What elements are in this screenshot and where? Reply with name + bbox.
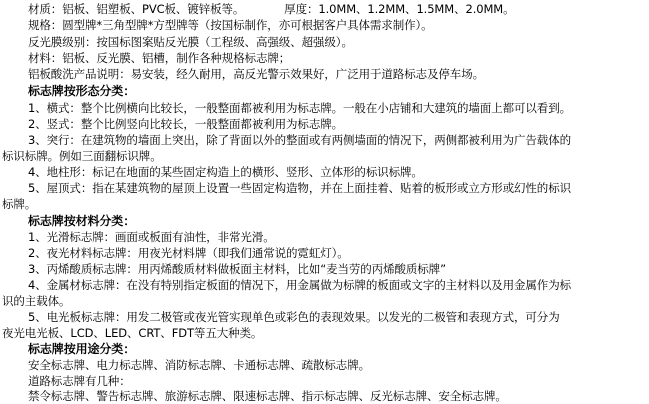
text-line-road-sign-types: 禁令标志牌、警告标志牌、旅游标志牌、限速标志牌、指示标志牌、反光标志牌、安全标志牌。	[28, 389, 507, 403]
text-line-product-note: 铝板酸洗产品说明：易安装，经久耐用，高反光警示效果好，广泛用于道路标志及停车场。	[28, 67, 484, 81]
list-item-material-4-cont: 识的主载体。	[2, 294, 71, 308]
list-item-form-3-cont: 标识标牌。例如三面翻标识牌。	[2, 149, 162, 163]
list-item-material-3: 3、丙烯酸质标志牌：用丙烯酸质材料做板面主材料，比如“麦当劳的丙烯酸质标牌”	[28, 262, 446, 276]
list-item-form-1: 1、横式：整个比例横向比较长，一般整面都被利用为标志牌。一般在小店铺和大建筑的墙面上都可以看到。	[28, 101, 572, 115]
list-item-material-5: 5、电光板标志牌：用发二极管或夜光管实现单色或彩色的表现效果。以发光的二极管和表现方式，可分为	[28, 310, 560, 324]
section-heading-by-material: 标志牌按材料分类：	[28, 214, 136, 228]
list-item-form-5-cont: 标牌。	[2, 197, 37, 211]
list-item-form-3: 3、突行：在建筑物的墙面上突出，除了背面以外的整面或有两侧墙面的情况下，两侧都被利用为广告载体的	[28, 133, 572, 147]
list-item-material-4: 4、金属材标志牌：在没有特别指定板面的情况下，用金属做为标牌的板面或文字的主材料以及用金属作为标	[28, 278, 572, 292]
text-line-material: 材质：铝板、铝塑板、PVC板、镀锌板等。 厚度：1.0MM、1.2MM、1.5MM、2.0MM。	[28, 2, 515, 16]
list-item-material-5-cont: 夜光电光板、LCD、LED、CRT、FDT等五大种类。	[2, 326, 263, 340]
list-item-material-2: 2、夜光材料标志牌：用夜光材料牌（即我们通常说的霓虹灯）。	[28, 246, 349, 260]
list-item-form-5: 5、屋顶式：指在某建筑物的屋顶上设置一些固定构造物，并在上面挂着、贴着的板形或立方形或幻性的标识	[28, 181, 572, 195]
text-line-use-types: 安全标志牌、电力标志牌、消防标志牌、卡通标志牌、疏散标志牌。	[28, 358, 370, 372]
text-line-materials: 材料：铝板、反光膜、铝槽，制作各种规格标志牌；	[28, 51, 291, 65]
list-item-form-4: 4、地柱形：标记在地面的某些固定构造上的横形、竖形、立体形的标识标牌。	[28, 165, 423, 179]
list-item-material-1: 1、光滑标志牌：画面或板面有油性，非常光滑。	[28, 230, 275, 244]
list-item-form-2: 2、竖式：整个比例竖向比较长，一般整面都被利用为标志牌。	[28, 117, 344, 131]
section-heading-by-form: 标志牌按形态分类：	[28, 84, 136, 98]
text-line-road-sign-question: 道路标志牌有几种：	[28, 374, 131, 388]
section-heading-by-use: 标志牌按用途分类：	[28, 342, 136, 356]
text-line-spec: 规格：圆型牌*三角型牌*方型牌等（按国标制作，亦可根据客户具体需求制作）。	[28, 18, 433, 32]
text-line-reflective-grade: 反光膜级别：按国标图案贴反光膜（工程级、高强级、超强级）。	[28, 35, 353, 49]
